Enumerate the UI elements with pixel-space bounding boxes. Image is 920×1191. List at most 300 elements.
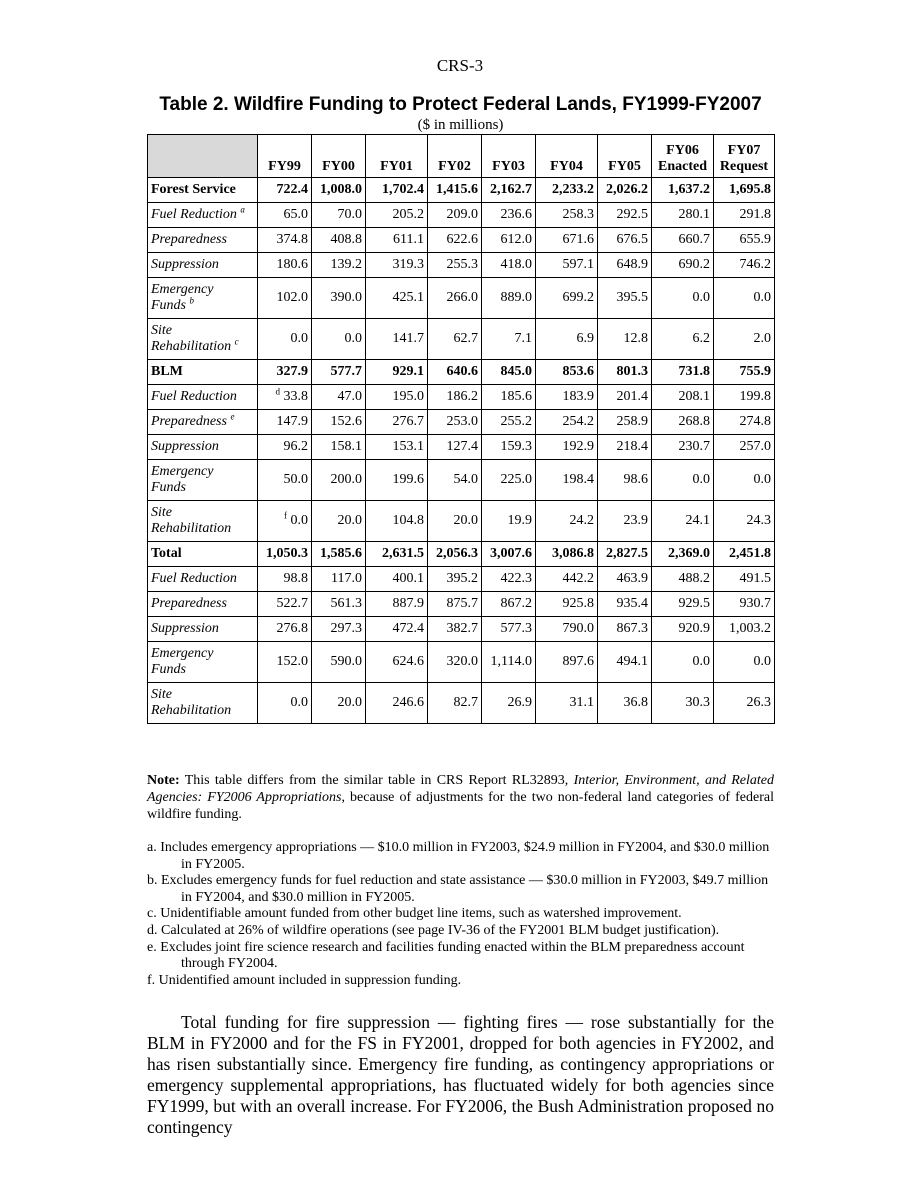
footnote: b. Excludes emergency funds for fuel reduction and state assistance — $30.0 million in FY2003, $49.7 million in FY2004, and $30.0 million in FY2005. bbox=[147, 873, 769, 905]
cell-value: 1,585.6 bbox=[320, 546, 362, 561]
column-header-line: FY99 bbox=[268, 159, 301, 174]
cell-value: 192.9 bbox=[562, 439, 594, 454]
cell-value: 254.2 bbox=[562, 414, 594, 429]
row-label-line: Preparedness bbox=[151, 232, 227, 247]
row-label-line: Site bbox=[151, 687, 172, 702]
value-cell bbox=[482, 360, 536, 385]
table-body bbox=[148, 178, 775, 724]
value-cell bbox=[482, 178, 536, 203]
row-label bbox=[148, 542, 258, 567]
value-cell bbox=[652, 203, 714, 228]
cell-value: 2,451.8 bbox=[729, 546, 771, 561]
cell-value: 198.4 bbox=[562, 472, 594, 487]
cell-value: 24.3 bbox=[746, 513, 771, 528]
value-cell bbox=[536, 319, 598, 360]
row-label-line: Rehabilitation bbox=[151, 703, 232, 718]
value-cell bbox=[714, 319, 775, 360]
cell-value: 297.3 bbox=[330, 621, 362, 636]
value-cell bbox=[536, 542, 598, 567]
footnotes bbox=[147, 840, 774, 989]
cell-value: 0.0 bbox=[753, 290, 771, 305]
row-label-line: Funds bbox=[151, 662, 186, 677]
value-cell bbox=[536, 410, 598, 435]
value-cell bbox=[366, 501, 428, 542]
cell-value: 266.0 bbox=[446, 290, 478, 305]
value-cell bbox=[598, 178, 652, 203]
cell-value: 153.1 bbox=[392, 439, 424, 454]
row-label bbox=[148, 178, 258, 203]
cell-value: 268.8 bbox=[678, 414, 710, 429]
value-cell bbox=[598, 410, 652, 435]
row-label-line: Emergency bbox=[151, 646, 214, 661]
cell-value: 612.0 bbox=[500, 232, 532, 247]
cell-value: 655.9 bbox=[739, 232, 771, 247]
cell-value: 12.8 bbox=[623, 331, 648, 346]
value-cell bbox=[312, 683, 366, 724]
column-header bbox=[652, 135, 714, 178]
row-label bbox=[148, 319, 258, 360]
cell-value: 7.1 bbox=[514, 331, 532, 346]
row-label bbox=[148, 253, 258, 278]
row-label bbox=[148, 203, 258, 228]
row-label-line: Fuel Reduction bbox=[151, 571, 237, 586]
value-cell bbox=[428, 435, 482, 460]
value-cell bbox=[482, 278, 536, 319]
cell-value: 875.7 bbox=[446, 596, 478, 611]
row-label bbox=[148, 617, 258, 642]
value-cell bbox=[258, 410, 312, 435]
footnote-marker: c bbox=[234, 336, 239, 347]
cell-value: 935.4 bbox=[616, 596, 648, 611]
row-label-line: Emergency bbox=[151, 282, 214, 297]
cell-value: 274.8 bbox=[739, 414, 771, 429]
table-row bbox=[148, 410, 775, 435]
cell-value: 50.0 bbox=[283, 472, 308, 487]
footnote-marker: e bbox=[230, 411, 235, 422]
cell-value: 199.6 bbox=[392, 472, 424, 487]
cell-value: 209.0 bbox=[446, 207, 478, 222]
value-cell bbox=[258, 642, 312, 683]
row-label bbox=[148, 228, 258, 253]
value-cell bbox=[482, 228, 536, 253]
cell-value: 930.7 bbox=[739, 596, 771, 611]
value-cell bbox=[258, 385, 312, 410]
cell-value: 731.8 bbox=[678, 364, 710, 379]
footnote: a. Includes emergency appropriations — $10.0 million in FY2003, $24.9 million in FY2004, and $30.0 million in FY2005. bbox=[147, 840, 770, 872]
cell-value: 611.1 bbox=[393, 232, 424, 247]
value-cell bbox=[652, 683, 714, 724]
cell-value: 180.6 bbox=[276, 257, 308, 272]
cell-value: 127.4 bbox=[446, 439, 478, 454]
cell-value: 408.8 bbox=[330, 232, 362, 247]
cell-value: 0.0 bbox=[753, 472, 771, 487]
cell-value: 24.2 bbox=[569, 513, 594, 528]
cell-value: 20.0 bbox=[337, 695, 362, 710]
value-cell bbox=[652, 178, 714, 203]
value-cell bbox=[714, 501, 775, 542]
value-cell bbox=[714, 178, 775, 203]
cell-value: 82.7 bbox=[453, 695, 478, 710]
cell-value: 199.8 bbox=[739, 389, 771, 404]
value-cell bbox=[482, 617, 536, 642]
cell-value: 201.4 bbox=[616, 389, 648, 404]
column-header-line: FY03 bbox=[492, 159, 525, 174]
value-cell bbox=[428, 683, 482, 724]
value-cell bbox=[652, 642, 714, 683]
cell-value: 98.8 bbox=[283, 571, 308, 586]
cell-value: 2,827.5 bbox=[606, 546, 648, 561]
cell-value: 98.6 bbox=[623, 472, 648, 487]
value-cell bbox=[366, 683, 428, 724]
cell-value: 422.3 bbox=[500, 571, 532, 586]
value-cell bbox=[652, 253, 714, 278]
value-cell bbox=[536, 435, 598, 460]
value-cell bbox=[598, 203, 652, 228]
row-label-line: Preparedness bbox=[151, 596, 227, 611]
column-header bbox=[258, 135, 312, 178]
table-row bbox=[148, 460, 775, 501]
value-cell bbox=[482, 592, 536, 617]
column-header-line: FY06 bbox=[666, 143, 699, 158]
value-cell bbox=[258, 592, 312, 617]
cell-value: 253.0 bbox=[446, 414, 478, 429]
value-cell bbox=[536, 567, 598, 592]
cell-value: 648.9 bbox=[616, 257, 648, 272]
value-cell bbox=[312, 253, 366, 278]
column-header-line: FY01 bbox=[380, 159, 413, 174]
value-cell bbox=[258, 435, 312, 460]
table-row bbox=[148, 592, 775, 617]
table-header bbox=[148, 135, 775, 178]
row-label-line: Site bbox=[151, 323, 172, 338]
cell-value: 0.0 bbox=[290, 695, 308, 710]
value-cell bbox=[598, 567, 652, 592]
value-cell bbox=[312, 642, 366, 683]
note-label: Note: bbox=[147, 773, 180, 788]
value-cell bbox=[366, 410, 428, 435]
cell-value: 54.0 bbox=[453, 472, 478, 487]
value-cell bbox=[312, 567, 366, 592]
value-cell bbox=[536, 460, 598, 501]
value-cell bbox=[258, 278, 312, 319]
cell-value: 320.0 bbox=[446, 654, 478, 669]
row-label-line: Rehabilitation bbox=[151, 339, 232, 354]
cell-value: 20.0 bbox=[337, 513, 362, 528]
header-row bbox=[148, 135, 775, 178]
value-cell bbox=[652, 567, 714, 592]
value-cell bbox=[428, 592, 482, 617]
cell-value: 640.6 bbox=[446, 364, 478, 379]
cell-value: 2,162.7 bbox=[490, 182, 532, 197]
cell-value: 236.6 bbox=[500, 207, 532, 222]
cell-value: 257.0 bbox=[739, 439, 771, 454]
cell-value: 141.7 bbox=[392, 331, 424, 346]
body-paragraph: Total funding for fire suppression — fighting fires — rose substantially for the BLM in FY2000 and for the FS in FY2001, dropped for both agencies in FY2002, and has risen substantially since. Emergency fire funding, as contingency appropriations or emergency supplemental appropriations, has fluctuated widely for both agencies since FY1999, but with an overall increase. For FY2006, the Bush Administration proposed no contingency bbox=[147, 1012, 774, 1137]
cell-value: 139.2 bbox=[330, 257, 362, 272]
footnote-marker: d bbox=[275, 386, 280, 397]
row-label bbox=[148, 460, 258, 501]
column-header bbox=[714, 135, 775, 178]
cell-value: 463.9 bbox=[616, 571, 648, 586]
cell-value: 291.8 bbox=[739, 207, 771, 222]
row-label-line: Suppression bbox=[151, 439, 219, 454]
table-row bbox=[148, 567, 775, 592]
value-cell bbox=[652, 501, 714, 542]
value-cell bbox=[714, 410, 775, 435]
cell-value: 442.2 bbox=[562, 571, 594, 586]
value-cell bbox=[258, 203, 312, 228]
cell-value: 561.3 bbox=[330, 596, 362, 611]
table-row bbox=[148, 542, 775, 567]
cell-value: 1,008.0 bbox=[320, 182, 362, 197]
value-cell bbox=[366, 360, 428, 385]
cell-value: 491.5 bbox=[739, 571, 771, 586]
value-cell bbox=[258, 567, 312, 592]
cell-value: 1,702.4 bbox=[382, 182, 424, 197]
value-cell bbox=[714, 228, 775, 253]
cell-value: 2,631.5 bbox=[382, 546, 424, 561]
cell-value: 6.2 bbox=[692, 331, 710, 346]
funding-table bbox=[147, 134, 775, 724]
note-text-1: This table differs from the similar table in CRS Report RL32893, bbox=[179, 773, 574, 788]
value-cell bbox=[258, 683, 312, 724]
cell-value: 622.6 bbox=[446, 232, 478, 247]
value-cell bbox=[366, 253, 428, 278]
value-cell bbox=[536, 617, 598, 642]
cell-value: 327.9 bbox=[276, 364, 308, 379]
footnote-marker: f bbox=[284, 510, 287, 521]
cell-value: 929.5 bbox=[678, 596, 710, 611]
cell-value: 36.8 bbox=[623, 695, 648, 710]
cell-value: 0.0 bbox=[290, 331, 308, 346]
table-row bbox=[148, 278, 775, 319]
cell-value: 395.2 bbox=[446, 571, 478, 586]
value-cell bbox=[598, 253, 652, 278]
value-cell bbox=[598, 617, 652, 642]
row-label bbox=[148, 278, 258, 319]
value-cell bbox=[714, 278, 775, 319]
value-cell bbox=[598, 501, 652, 542]
value-cell bbox=[312, 385, 366, 410]
cell-value: 1,695.8 bbox=[729, 182, 771, 197]
cell-value: 522.7 bbox=[276, 596, 308, 611]
value-cell bbox=[366, 435, 428, 460]
cell-value: 0.0 bbox=[344, 331, 362, 346]
cell-value: 897.6 bbox=[562, 654, 594, 669]
value-cell bbox=[482, 501, 536, 542]
cell-value: 867.2 bbox=[500, 596, 532, 611]
cell-value: 418.0 bbox=[500, 257, 532, 272]
value-cell bbox=[714, 592, 775, 617]
row-label-line: Fuel Reduction bbox=[151, 207, 237, 222]
cell-value: 62.7 bbox=[453, 331, 478, 346]
value-cell bbox=[714, 683, 775, 724]
cell-value: 1,637.2 bbox=[668, 182, 710, 197]
value-cell bbox=[482, 460, 536, 501]
value-cell bbox=[428, 203, 482, 228]
value-cell bbox=[482, 385, 536, 410]
row-label-line: Funds bbox=[151, 480, 186, 495]
value-cell bbox=[482, 642, 536, 683]
table-row bbox=[148, 642, 775, 683]
footnote-marker: a bbox=[240, 204, 245, 215]
cell-value: 205.2 bbox=[392, 207, 424, 222]
value-cell bbox=[598, 278, 652, 319]
cell-value: 2,026.2 bbox=[606, 182, 648, 197]
value-cell bbox=[258, 319, 312, 360]
value-cell bbox=[312, 178, 366, 203]
value-cell bbox=[258, 617, 312, 642]
value-cell bbox=[366, 319, 428, 360]
cell-value: 2.0 bbox=[753, 331, 771, 346]
column-header-line: Enacted bbox=[658, 159, 707, 174]
value-cell bbox=[312, 501, 366, 542]
cell-value: 24.1 bbox=[685, 513, 710, 528]
value-cell bbox=[482, 319, 536, 360]
cell-value: 382.7 bbox=[446, 621, 478, 636]
value-cell bbox=[652, 278, 714, 319]
table-subtitle: ($ in millions) bbox=[417, 117, 504, 133]
row-label-line: Rehabilitation bbox=[151, 521, 232, 536]
value-cell bbox=[598, 228, 652, 253]
row-label bbox=[148, 360, 258, 385]
value-cell bbox=[428, 360, 482, 385]
value-cell bbox=[536, 253, 598, 278]
cell-value: 929.1 bbox=[392, 364, 424, 379]
cell-value: 6.9 bbox=[576, 331, 594, 346]
cell-value: 1,050.3 bbox=[266, 546, 308, 561]
cell-value: 319.3 bbox=[392, 257, 424, 272]
cell-value: 246.6 bbox=[392, 695, 424, 710]
value-cell bbox=[652, 410, 714, 435]
cell-value: 147.9 bbox=[276, 414, 308, 429]
value-cell bbox=[652, 542, 714, 567]
value-cell bbox=[428, 617, 482, 642]
cell-value: 65.0 bbox=[283, 207, 308, 222]
value-cell bbox=[312, 278, 366, 319]
value-cell bbox=[312, 319, 366, 360]
value-cell bbox=[312, 410, 366, 435]
column-header bbox=[482, 135, 536, 178]
value-cell bbox=[428, 567, 482, 592]
row-label-line: Suppression bbox=[151, 257, 219, 272]
footnote-marker: b bbox=[189, 295, 194, 306]
cell-value: 887.9 bbox=[392, 596, 424, 611]
value-cell bbox=[428, 410, 482, 435]
cell-value: 1,003.2 bbox=[729, 621, 771, 636]
cell-value: 225.0 bbox=[500, 472, 532, 487]
value-cell bbox=[428, 319, 482, 360]
value-cell bbox=[428, 253, 482, 278]
cell-value: 676.5 bbox=[616, 232, 648, 247]
cell-value: 23.9 bbox=[623, 513, 648, 528]
cell-value: 2,233.2 bbox=[552, 182, 594, 197]
cell-value: 400.1 bbox=[392, 571, 424, 586]
cell-value: 867.3 bbox=[616, 621, 648, 636]
value-cell bbox=[714, 617, 775, 642]
value-cell bbox=[366, 278, 428, 319]
table-row bbox=[148, 617, 775, 642]
value-cell bbox=[312, 460, 366, 501]
value-cell bbox=[428, 460, 482, 501]
value-cell bbox=[652, 319, 714, 360]
cell-value: 925.8 bbox=[562, 596, 594, 611]
value-cell bbox=[714, 385, 775, 410]
row-label bbox=[148, 410, 258, 435]
value-cell bbox=[652, 360, 714, 385]
value-cell bbox=[428, 501, 482, 542]
cell-value: 258.9 bbox=[616, 414, 648, 429]
value-cell bbox=[536, 278, 598, 319]
value-cell bbox=[482, 542, 536, 567]
value-cell bbox=[312, 228, 366, 253]
cell-value: 624.6 bbox=[392, 654, 424, 669]
cell-value: 3,007.6 bbox=[490, 546, 532, 561]
cell-value: 255.3 bbox=[446, 257, 478, 272]
cell-value: 699.2 bbox=[562, 290, 594, 305]
value-cell bbox=[714, 435, 775, 460]
value-cell bbox=[366, 642, 428, 683]
row-label bbox=[148, 385, 258, 410]
value-cell bbox=[652, 460, 714, 501]
cell-value: 208.1 bbox=[678, 389, 710, 404]
value-cell bbox=[258, 228, 312, 253]
cell-value: 280.1 bbox=[678, 207, 710, 222]
value-cell bbox=[536, 592, 598, 617]
cell-value: 185.6 bbox=[500, 389, 532, 404]
value-cell bbox=[428, 278, 482, 319]
row-label bbox=[148, 501, 258, 542]
cell-value: 488.2 bbox=[678, 571, 710, 586]
cell-value: 70.0 bbox=[337, 207, 362, 222]
cell-value: 660.7 bbox=[678, 232, 710, 247]
cell-value: 26.3 bbox=[746, 695, 771, 710]
value-cell bbox=[366, 617, 428, 642]
value-cell bbox=[428, 178, 482, 203]
row-label-line: Fuel Reduction bbox=[151, 389, 237, 404]
value-cell bbox=[258, 460, 312, 501]
cell-value: 690.2 bbox=[678, 257, 710, 272]
cell-value: 102.0 bbox=[276, 290, 308, 305]
column-header bbox=[312, 135, 366, 178]
table-row bbox=[148, 435, 775, 460]
table-row bbox=[148, 253, 775, 278]
cell-value: 889.0 bbox=[500, 290, 532, 305]
column-header-line: FY00 bbox=[322, 159, 355, 174]
value-cell bbox=[598, 460, 652, 501]
value-cell bbox=[258, 501, 312, 542]
cell-value: 276.8 bbox=[276, 621, 308, 636]
header-corner bbox=[148, 135, 258, 178]
value-cell bbox=[598, 642, 652, 683]
value-cell bbox=[258, 253, 312, 278]
value-cell bbox=[536, 178, 598, 203]
value-cell bbox=[366, 567, 428, 592]
column-header-line: FY04 bbox=[550, 159, 583, 174]
cell-value: 200.0 bbox=[330, 472, 362, 487]
column-header bbox=[428, 135, 482, 178]
cell-value: 255.2 bbox=[500, 414, 532, 429]
value-cell bbox=[258, 360, 312, 385]
table-row bbox=[148, 360, 775, 385]
cell-value: 390.0 bbox=[330, 290, 362, 305]
value-cell bbox=[428, 385, 482, 410]
cell-value: 104.8 bbox=[392, 513, 424, 528]
value-cell bbox=[482, 203, 536, 228]
column-header-line: FY07 bbox=[727, 143, 761, 158]
value-cell bbox=[482, 683, 536, 724]
cell-value: 790.0 bbox=[562, 621, 594, 636]
